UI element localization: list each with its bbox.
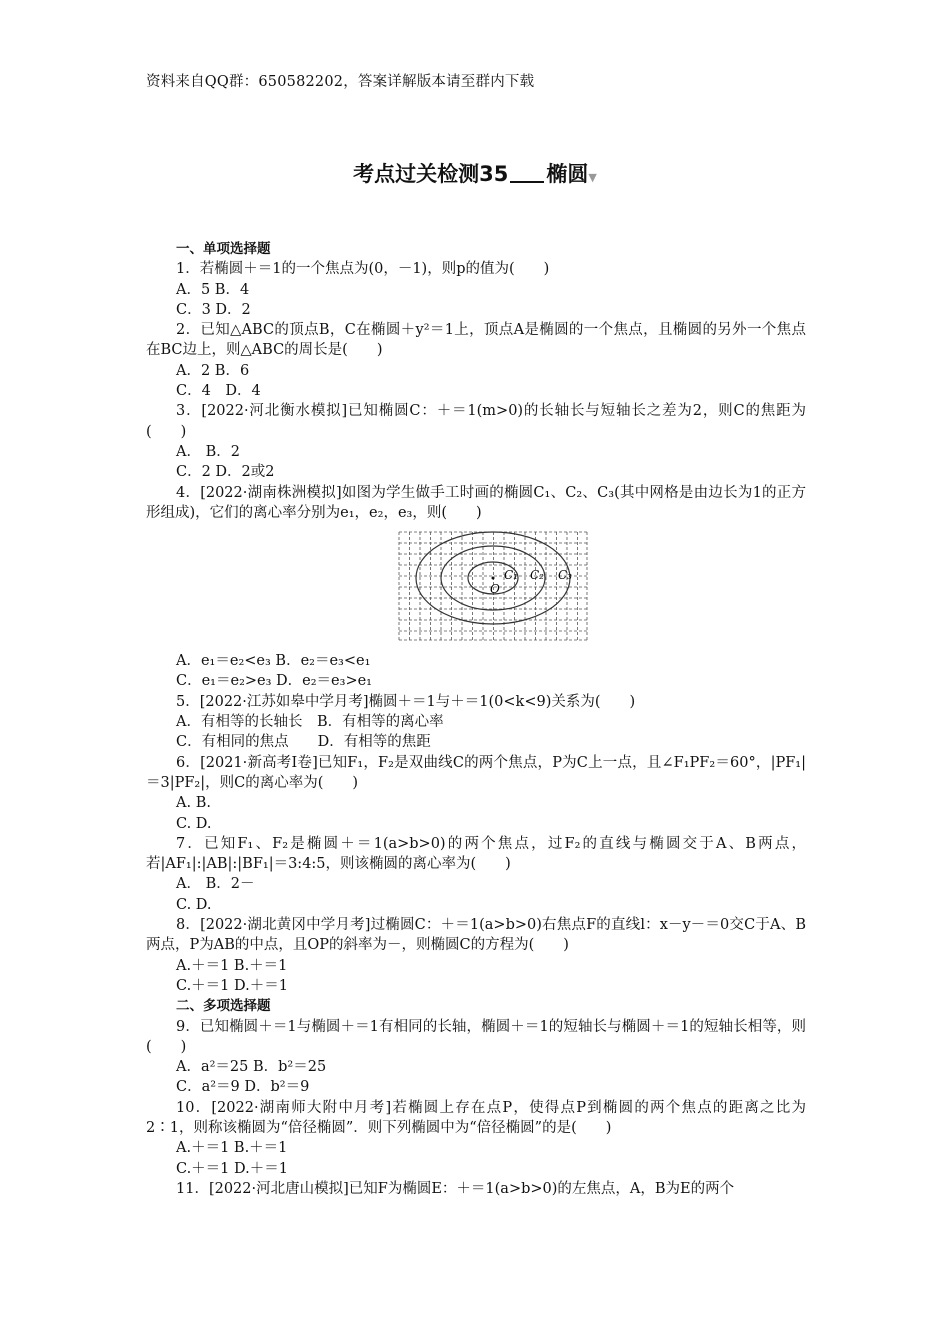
- label-c3: C₃: [558, 568, 572, 583]
- q10-options-ab: A.＋＝1 B.＋＝1: [176, 1140, 288, 1157]
- q10-stem: 10．[2022·湖南师大附中月考]若椭圆上存在点P，使得点P到椭圆的两个焦点的距离之比为2∶1，则称该椭圆为“倍径椭圆”．则下列椭圆中为“倍径椭圆”的是( ): [146, 1099, 806, 1136]
- q8-options-ab: A.＋＝1 B.＋＝1: [176, 957, 288, 974]
- q8-stem: 8．[2022·湖北黄冈中学月考]过椭圆C：＋＝1(a>b>0)右焦点F的直线l：x－y－＝0交C于A、B两点，P为AB的中点，且OP的斜率为－，则椭圆C的方程为( ): [146, 917, 806, 954]
- q1-stem: 1．若椭圆＋＝1的一个焦点为(0，－1)，则p的值为( ): [176, 261, 550, 278]
- origin-label: O: [490, 582, 500, 597]
- source-note: 资料来自QQ群：650582202，答案详解版本请至群内下载: [146, 74, 535, 90]
- q7-options-cd: C. D.: [176, 896, 212, 913]
- section-heading-multi: 二、多项选择题: [176, 998, 271, 1015]
- q8-options-cd: C.＋＝1 D.＋＝1: [176, 977, 288, 994]
- q2-stem: 2．已知△ABC的顶点B，C在椭圆＋y²＝1上，顶点A是椭圆的一个焦点，且椭圆的另外一个焦点在BC边上，则△ABC的周长是( ): [146, 322, 806, 359]
- q3-options-cd: C．2 D．2或2: [176, 464, 275, 481]
- q4-stem: 4．[2022·湖南株洲模拟]如图为学生做手工时画的椭圆C₁、C₂、C₃(其中网格是由边长为1的正方形组成)，它们的离心率分别为e₁，e₂，e₃，则( ): [146, 484, 806, 521]
- q1-options-ab: A．5 B．4: [176, 281, 250, 298]
- q1-options-cd: C．3 D．2: [176, 301, 251, 318]
- section-heading-single: 一、单项选择题: [176, 241, 271, 257]
- q9-stem: 9．已知椭圆＋＝1与椭圆＋＝1有相同的长轴，椭圆＋＝1的短轴长与椭圆＋＝1的短轴长相等，则( ): [146, 1018, 806, 1055]
- q6-stem: 6．[2021·新高考Ⅰ卷]已知F₁，F₂是双曲线C的两个焦点，P为C上一点，且∠F₁PF₂＝60°，|PF₁|＝3|PF₂|，则C的离心率为( ): [146, 754, 806, 791]
- q4-options-ab: A．e₁＝e₂<e₃ B．e₂＝e₃<e₁: [176, 653, 371, 670]
- dropdown-triangle-icon: ▼: [588, 171, 597, 184]
- title-blank: [510, 163, 544, 183]
- q2-options-ab: A．2 B．6: [176, 362, 250, 379]
- q10-options-cd: C.＋＝1 D.＋＝1: [176, 1160, 288, 1177]
- q7-options-ab: A． B．2－: [176, 876, 255, 893]
- q6-options-ab: A. B.: [176, 795, 211, 812]
- q5-options-ab: A．有相等的长轴长 B．有相等的离心率: [176, 714, 444, 731]
- q5-options-cd: C．有相同的焦点 D．有相等的焦距: [176, 734, 431, 751]
- q3-options-ab: A． B．2: [176, 443, 240, 460]
- ellipse-grid-figure: [398, 531, 588, 641]
- q6-options-cd: C. D.: [176, 815, 212, 832]
- q3-stem: 3．[2022·河北衡水模拟]已知椭圆C：＋＝1(m>0)的长轴长与短轴长之差为2，则C的焦距为( ): [146, 403, 806, 440]
- q9-options-ab: A．a²＝25 B．b²＝25: [176, 1059, 327, 1076]
- q4-options-cd: C．e₁＝e₂>e₃ D．e₂＝e₃>e₁: [176, 673, 372, 690]
- title-suffix: 椭圆: [546, 162, 589, 186]
- q11-stem: 11．[2022·河北唐山模拟]已知F为椭圆E：＋＝1(a>b>0)的左焦点，A，B为E的两个: [176, 1180, 735, 1197]
- q7-stem: 7．已知F₁、F₂是椭圆＋＝1(a>b>0)的两个焦点，过F₂的直线与椭圆交于A、B两点，若|AF₁|:|AB|:|BF₁|＝3:4:5，则该椭圆的离心率为( ): [146, 835, 806, 873]
- label-c2: C₂: [530, 568, 544, 583]
- label-c1: C₁: [504, 568, 518, 583]
- title-prefix: 考点过关检测35: [353, 162, 509, 186]
- q5-stem: 5．[2022·江苏如皋中学月考]椭圆＋＝1与＋＝1(0<k<9)关系为( ): [176, 693, 636, 710]
- page-title: [0, 158, 950, 188]
- q2-options-cd: C．4 D．4: [176, 383, 261, 400]
- q9-options-cd: C．a²＝9 D．b²＝9: [176, 1079, 310, 1096]
- question-list: [146, 239, 806, 1199]
- origin-point: [492, 577, 495, 580]
